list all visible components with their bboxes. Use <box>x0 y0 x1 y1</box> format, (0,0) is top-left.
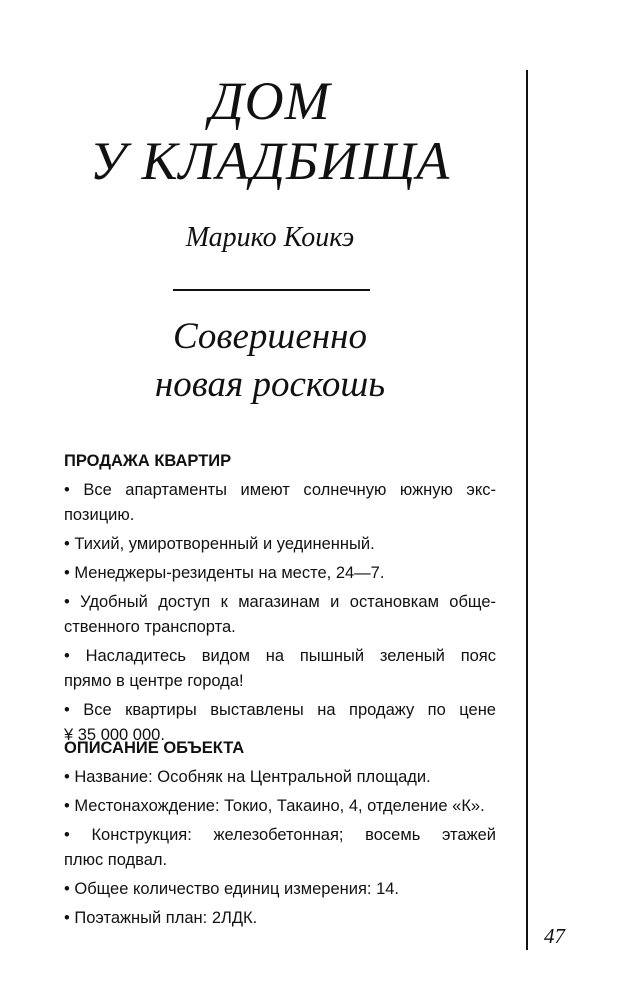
list-item-line: позицию. <box>64 506 135 524</box>
sales-list <box>64 478 496 748</box>
sales-section <box>64 449 496 748</box>
property-section <box>64 736 496 931</box>
list-item-line: • Менеджеры-резиденты на месте, 24—7. <box>64 564 385 582</box>
list-item-line: • Тихий, умиротворенный и уединенный. <box>64 535 375 553</box>
list-item <box>64 794 496 819</box>
list-item <box>64 532 496 557</box>
list-item <box>64 644 496 694</box>
chapter-title-line-2: новая роскошь <box>154 364 386 405</box>
list-item <box>64 561 496 586</box>
list-item <box>64 877 496 902</box>
margin-rule <box>526 70 528 950</box>
list-item <box>64 590 496 640</box>
page-number: 47 <box>544 924 565 948</box>
list-item <box>64 478 496 528</box>
list-item-line: • Местонахождение: Токио, Такаино, 4, отделение «К». <box>64 797 485 815</box>
list-item <box>64 765 496 790</box>
chapter-title-line-1: Совершенно <box>173 316 367 357</box>
list-item-line: • Насладитесь видом на пышный зеленый пояс <box>64 647 496 665</box>
list-item-line: • Конструкция: железобетонная; восемь этажей <box>64 826 496 844</box>
list-item-line: ¥ 35 000 000. <box>64 726 165 744</box>
sales-heading: ПРОДАЖА КВАРТИР <box>64 452 232 470</box>
list-item-line: • Название: Особняк на Центральной площади. <box>64 768 431 786</box>
list-item <box>64 823 496 873</box>
list-item-line: ственного транспорта. <box>64 618 236 636</box>
list-item-line: прямо в центре города! <box>64 672 244 690</box>
property-list <box>64 765 496 931</box>
title-divider <box>173 289 370 291</box>
list-item-line: • Общее количество единиц измерения: 14. <box>64 880 400 898</box>
author-name: Марико Коикэ <box>185 222 355 253</box>
book-title-line-1: ДОМ <box>209 71 331 131</box>
property-heading: ОПИСАНИЕ ОБЪЕКТА <box>64 739 245 757</box>
list-item <box>64 906 496 931</box>
list-item-line: • Все квартиры выставлены на продажу по цене <box>64 701 496 719</box>
list-item-line: • Поэтажный план: 2ЛДК. <box>64 909 258 927</box>
list-item-line: • Все апартаменты имеют солнечную южную экс- <box>64 481 496 499</box>
list-item-line: • Удобный доступ к магазинам и остановкам обще- <box>64 593 496 611</box>
book-title-line-2: У КЛАДБИЩА <box>89 131 451 191</box>
list-item-line: плюс подвал. <box>64 851 168 869</box>
